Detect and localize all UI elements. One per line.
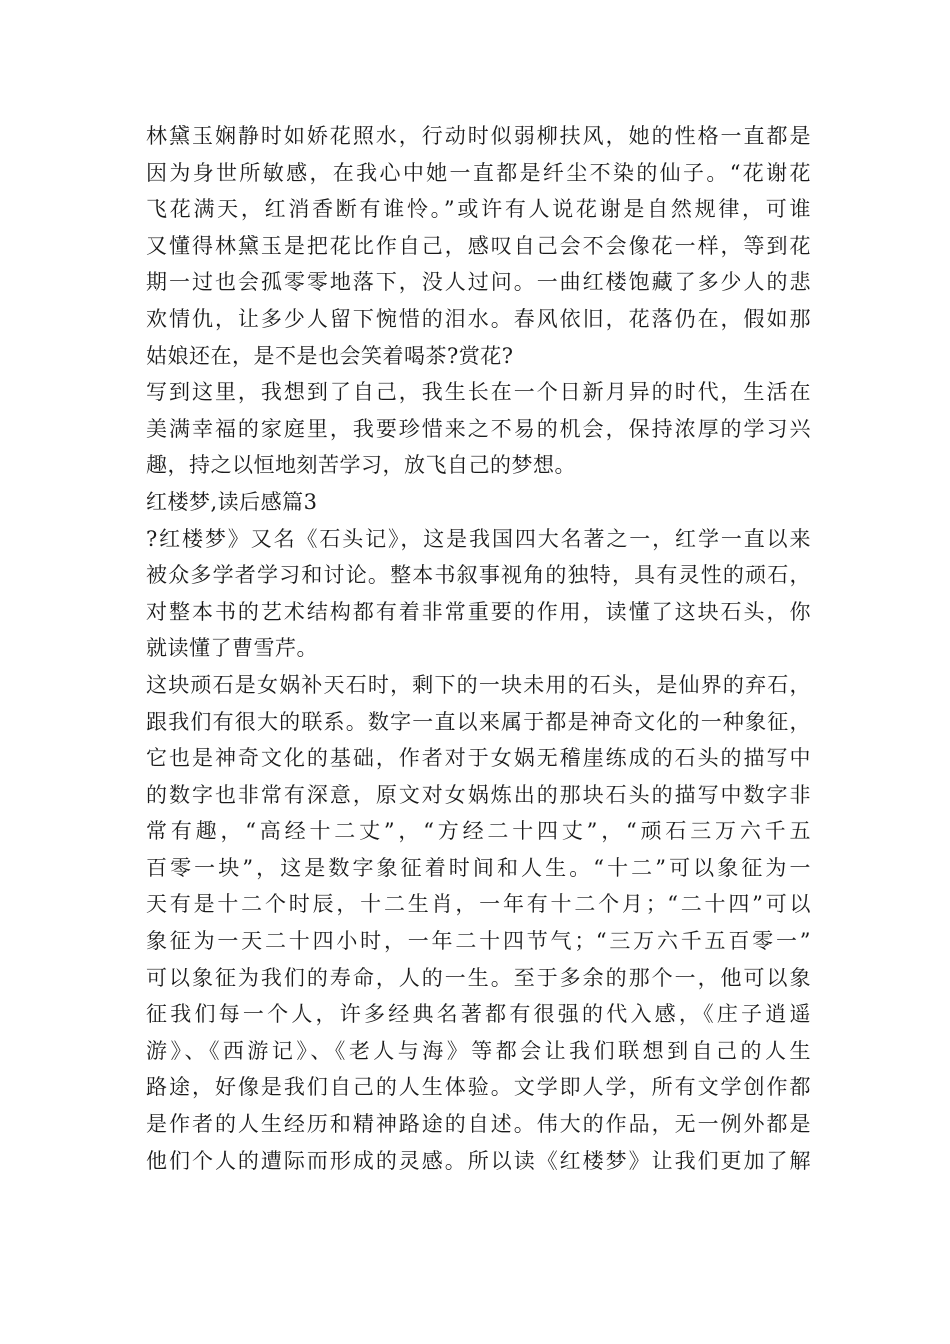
text-line: 常有趣，“高经十二丈”，“方经二十四丈”，“顽石三万六千五	[146, 819, 811, 844]
text-line: 期一过也会孤零零地落下，没人过问。一曲红楼饱藏了多少人的悲	[146, 270, 811, 295]
text-line: 写到这里，我想到了自己，我生长在一个日新月异的时代，生活在	[146, 380, 811, 405]
text-line: ?红楼梦》又名《石头记》，这是我国四大名著之一，红学一直以来	[146, 526, 811, 551]
text-line: 跟我们有很大的联系。数字一直以来属于都是神奇文化的一种象征，	[146, 709, 811, 734]
text-line: 这块顽石是女娲补天石时，剩下的一块未用的石头，是仙界的弃石，	[146, 672, 811, 697]
text-line: 路途，好像是我们自己的人生体验。文学即人学，所有文学创作都	[146, 1075, 811, 1100]
text-line: 游》、《西游记》、《老人与海》等都会让我们联想到自己的人生	[146, 1038, 811, 1063]
text-line: 可以象征为我们的寿命，人的一生。至于多余的那个一，他可以象	[146, 965, 811, 990]
text-line: 象征为一天二十四小时，一年二十四节气；“三万六千五百零一”	[146, 929, 811, 954]
text-line: 美满幸福的家庭里，我要珍惜来之不易的机会，保持浓厚的学习兴	[146, 416, 811, 441]
text-line: 征我们每一个人，许多经典名著都有很强的代入感，《庄子逍遥	[146, 1002, 811, 1027]
text-line: 被众多学者学习和讨论。整本书叙事视角的独特，具有灵性的顽石，	[146, 563, 811, 588]
text-line: 它也是神奇文化的基础，作者对于女娲无稽崖练成的石头的描写中	[146, 746, 811, 771]
text-line: 姑娘还在，是不是也会笑着喝茶?赏花?	[146, 343, 514, 368]
text-line: 红楼梦,读后感篇3	[146, 489, 318, 514]
text-line: 是作者的人生经历和精神路途的自述。伟大的作品，无一例外都是	[146, 1112, 811, 1137]
text-line: 趣，持之以恒地刻苦学习，放飞自己的梦想。	[146, 453, 576, 478]
text-line: 飞花满天，红消香断有谁怜。”或许有人说花谢是自然规律，可谁	[146, 197, 811, 222]
text-line: 因为身世所敏感，在我心中她一直都是纤尘不染的仙子。“花谢花	[146, 160, 811, 185]
text-line: 的数字也非常有深意，原文对女娲炼出的那块石头的描写中数字非	[146, 782, 811, 807]
text-line: 就读懂了曹雪芹。	[146, 636, 318, 661]
document-body	[146, 118, 811, 1179]
text-line: 天有是十二个时辰，十二生肖，一年有十二个月；“二十四”可以	[146, 892, 811, 917]
text-line: 百零一块”，这是数字象征着时间和人生。“十二”可以象征为一	[146, 855, 811, 880]
text-line: 林黛玉娴静时如娇花照水，行动时似弱柳扶风，她的性格一直都是	[146, 124, 811, 148]
text-line: 欢情仇，让多少人留下惋惜的泪水。春风依旧，花落仍在，假如那	[146, 306, 811, 331]
text-line: 他们个人的遭际而形成的灵感。所以读《红楼梦》让我们更加了解	[146, 1148, 811, 1173]
text-line: 对整本书的艺术结构都有着非常重要的作用，读懂了这块石头，你	[146, 599, 811, 624]
text-line: 又懂得林黛玉是把花比作自己，感叹自己会不会像花一样，等到花	[146, 233, 811, 258]
